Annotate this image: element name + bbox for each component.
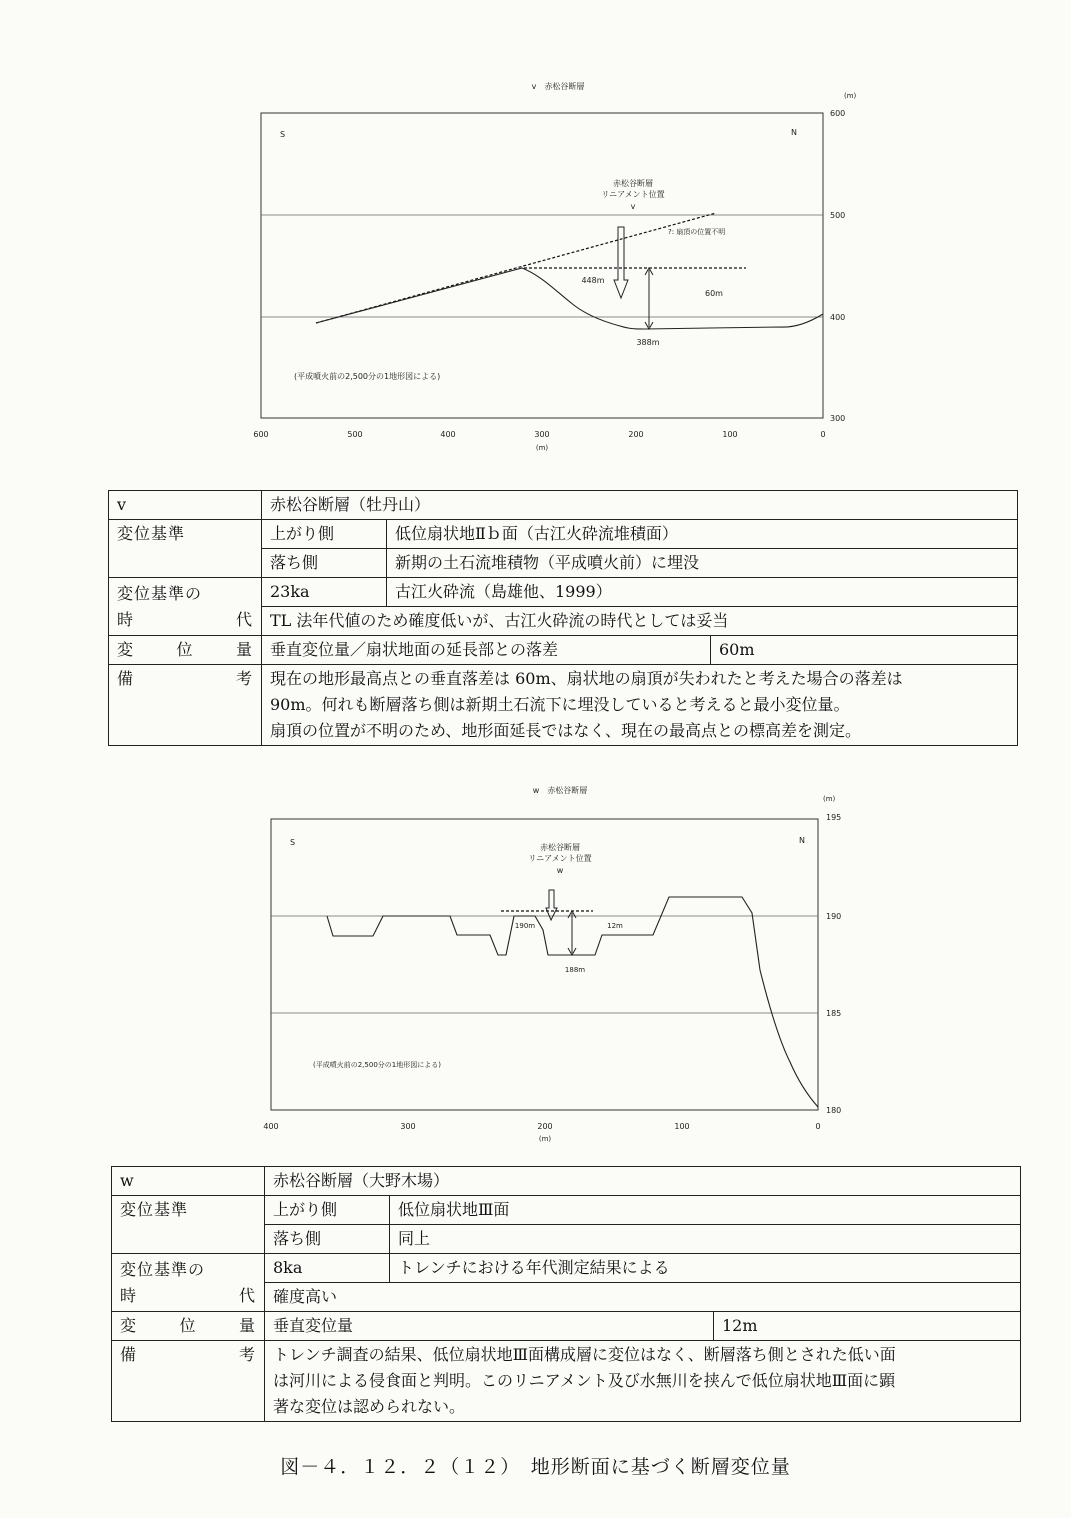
chart-w-source-note: (平成噴火前の2,500分の1地形図による) bbox=[313, 1061, 441, 1069]
table-v-age-header-line1: 変位基準の bbox=[117, 583, 203, 603]
chart-v-xtick-200: 200 bbox=[628, 430, 644, 439]
table-w-upside-value: 低位扇状地Ⅲ面 bbox=[390, 1196, 1021, 1225]
chart-w-lineament-label-1: 赤松谷断層 bbox=[540, 843, 580, 852]
table-w-note-char1: 備 bbox=[120, 1345, 138, 1364]
chart-w-dir-s: S bbox=[290, 838, 296, 847]
table-v-note-line2: 90m。何れも断層落ち側は新期土石流下に埋没していると考えると最小変位量。 bbox=[270, 695, 850, 714]
table-w-note-char2: 考 bbox=[238, 1345, 256, 1364]
chart-v-note-fan-apex: ?: 扇頂の位置不明 bbox=[668, 228, 726, 236]
chart-v-lineament-mark: v bbox=[630, 202, 636, 211]
table-w-disp-value: 12m bbox=[714, 1312, 1021, 1341]
chart-w-xtick-200: 200 bbox=[537, 1122, 553, 1131]
chart-v-xtick-100: 100 bbox=[722, 430, 738, 439]
chart-v-label-60: 60m bbox=[705, 289, 723, 298]
table-w-note-line1: トレンチ調査の結果、低位扇状地Ⅲ面構成層に変位はなく、断層落ち側とされた低い面 bbox=[273, 1345, 896, 1364]
chart-w-title: w 赤松谷断層 bbox=[532, 786, 588, 795]
table-v-note-line3: 扇頂の位置が不明のため、地形面延長ではなく、現在の最高点との標高差を測定。 bbox=[270, 721, 862, 740]
chart-w-dir-n: N bbox=[799, 836, 805, 845]
table-w-name: 赤松谷断層（大野木場） bbox=[265, 1167, 1021, 1196]
chart-v-lineament-label-2: リニアメント位置 bbox=[601, 190, 665, 199]
chart-v-ytick-400: 400 bbox=[830, 313, 846, 322]
table-w-disp-char1: 変 bbox=[120, 1316, 138, 1335]
chart-v-ytick-300: 300 bbox=[830, 414, 846, 423]
chart-w-xtick-400: 400 bbox=[263, 1122, 279, 1131]
chart-v-terrain-profile bbox=[316, 268, 823, 329]
table-v-disp-value: 60m bbox=[711, 636, 1018, 665]
table-v-age-header-line2 bbox=[117, 607, 253, 633]
chart-w-lineament-label-2: リニアメント位置 bbox=[528, 854, 592, 863]
table-w-disp-char3: 量 bbox=[238, 1316, 256, 1335]
table-w-age-header-line2 bbox=[120, 1283, 256, 1309]
table-w-age-note: 確度高い bbox=[265, 1283, 1021, 1312]
table-v-disp-char2: 位 bbox=[176, 640, 194, 659]
table-v-disp-desc: 垂直変位量／扇状地面の延長部との落差 bbox=[262, 636, 711, 665]
table-v-age-note: TL 法年代値のため確度低いが、古江火砕流の時代としては妥当 bbox=[262, 607, 1018, 636]
table-v-note-char2: 考 bbox=[235, 669, 253, 688]
table-v-age-header bbox=[109, 578, 262, 636]
table-w-kijun-header: 変位基準 bbox=[112, 1196, 265, 1254]
chart-v-label-448: 448m bbox=[581, 276, 605, 285]
table-w-age-header-line1: 変位基準の bbox=[120, 1259, 206, 1279]
chart-w-ytick-180: 180 bbox=[826, 1106, 842, 1115]
table-w-disp-char2: 位 bbox=[179, 1316, 197, 1335]
fault-table-w bbox=[111, 1166, 1021, 1422]
chart-v-xtick-300: 300 bbox=[534, 430, 550, 439]
chart-v-dir-s: S bbox=[280, 130, 286, 139]
table-w-age-char1: 時 bbox=[120, 1285, 138, 1305]
profile-chart-w bbox=[250, 780, 860, 1150]
fault-table-v bbox=[108, 490, 1018, 746]
chart-w-label-190: 190m bbox=[514, 922, 536, 930]
table-v-downside-label: 落ち側 bbox=[262, 549, 387, 578]
table-w-downside-value: 同上 bbox=[390, 1225, 1021, 1254]
table-w-age-value: 8ka bbox=[265, 1254, 390, 1283]
figure-caption: 図－４．１２．２（１２） 地形断面に基づく断層変位量 bbox=[280, 1456, 791, 1478]
chart-w-ytick-190: 190 bbox=[826, 912, 842, 921]
table-v-disp-char3: 量 bbox=[235, 640, 253, 659]
chart-v-title: v 赤松谷断層 bbox=[531, 82, 585, 91]
chart-v-lineament-label-1: 赤松谷断層 bbox=[613, 179, 653, 188]
table-w-age-header bbox=[112, 1254, 265, 1312]
chart-w-xtick-0: 0 bbox=[815, 1122, 821, 1131]
table-w-note-header bbox=[112, 1341, 265, 1422]
table-v-disp-header bbox=[109, 636, 262, 665]
chart-w-label-12: 12m bbox=[607, 922, 623, 930]
table-w-note-text bbox=[265, 1341, 1021, 1422]
chart-v-label-388: 388m bbox=[636, 338, 660, 347]
chart-v-xtick-500: 500 bbox=[347, 430, 363, 439]
table-v-note-header bbox=[109, 665, 262, 746]
chart-w-label-188: 188m bbox=[564, 966, 586, 974]
table-w-id: w bbox=[112, 1167, 265, 1196]
chart-v-xtick-600: 600 bbox=[253, 430, 269, 439]
table-v-note-char1: 備 bbox=[117, 669, 135, 688]
table-v-note-text bbox=[262, 665, 1018, 746]
table-w-age-source: トレンチにおける年代測定結果による bbox=[390, 1254, 1021, 1283]
chart-w-ytick-185: 185 bbox=[826, 1009, 842, 1018]
chart-w-xtick-100: 100 bbox=[674, 1122, 690, 1131]
table-v-upside-label: 上がり側 bbox=[262, 520, 387, 549]
table-v-name: 赤松谷断層（牡丹山） bbox=[262, 491, 1018, 520]
table-w-upside-label: 上がり側 bbox=[265, 1196, 390, 1225]
table-v-downside-value: 新期の土石流堆積物（平成噴火前）に埋没 bbox=[387, 549, 1018, 578]
chart-w-lineament-arrow bbox=[546, 890, 557, 920]
chart-w-unit-y: (m) bbox=[823, 795, 836, 803]
chart-v-xtick-400: 400 bbox=[440, 430, 456, 439]
table-w-downside-label: 落ち側 bbox=[265, 1225, 390, 1254]
table-w-note-line3: 著な変位は認められない。 bbox=[273, 1397, 466, 1416]
table-w-disp-header bbox=[112, 1312, 265, 1341]
table-v-note-line1: 現在の地形最高点との垂直落差は 60m、扇状地の扇頂が失われたと考えた場合の落差は bbox=[270, 669, 903, 688]
chart-w-unit-x: (m) bbox=[538, 1135, 552, 1143]
table-w-disp-desc: 垂直変位量 bbox=[265, 1312, 714, 1341]
table-w-note-line2: は河川による侵食面と判明。このリニアメント及び水無川を挟んで低位扇状地Ⅲ面に顕 bbox=[273, 1371, 896, 1390]
chart-w-ytick-195: 195 bbox=[826, 813, 842, 822]
table-v-age-char1: 時 bbox=[117, 609, 135, 629]
table-v-upside-value: 低位扇状地Ⅱｂ面（古江火砕流堆積面） bbox=[387, 520, 1018, 549]
chart-v-dir-n: N bbox=[791, 128, 797, 137]
chart-v-xtick-0: 0 bbox=[820, 430, 826, 439]
chart-v-ytick-500: 500 bbox=[830, 211, 846, 220]
chart-v-unit-y: (m) bbox=[844, 92, 857, 100]
table-v-age-char2: 代 bbox=[235, 609, 253, 629]
chart-w-xtick-300: 300 bbox=[400, 1122, 416, 1131]
chart-w-lineament-mark: w bbox=[556, 866, 564, 875]
chart-v-unit-x: (m) bbox=[535, 444, 549, 452]
table-v-disp-char1: 変 bbox=[117, 640, 135, 659]
table-v-kijun-header: 変位基準 bbox=[109, 520, 262, 578]
table-v-id: v bbox=[109, 491, 262, 520]
chart-v-ytick-600: 600 bbox=[830, 109, 846, 118]
chart-v-source-note: (平成噴火前の2,500分の1地形図による) bbox=[294, 372, 441, 381]
profile-chart-v bbox=[240, 70, 860, 460]
table-v-age-value: 23ka bbox=[262, 578, 387, 607]
table-w-age-char2: 代 bbox=[238, 1285, 256, 1305]
table-v-age-source: 古江火砕流（島雄他、1999） bbox=[387, 578, 1018, 607]
